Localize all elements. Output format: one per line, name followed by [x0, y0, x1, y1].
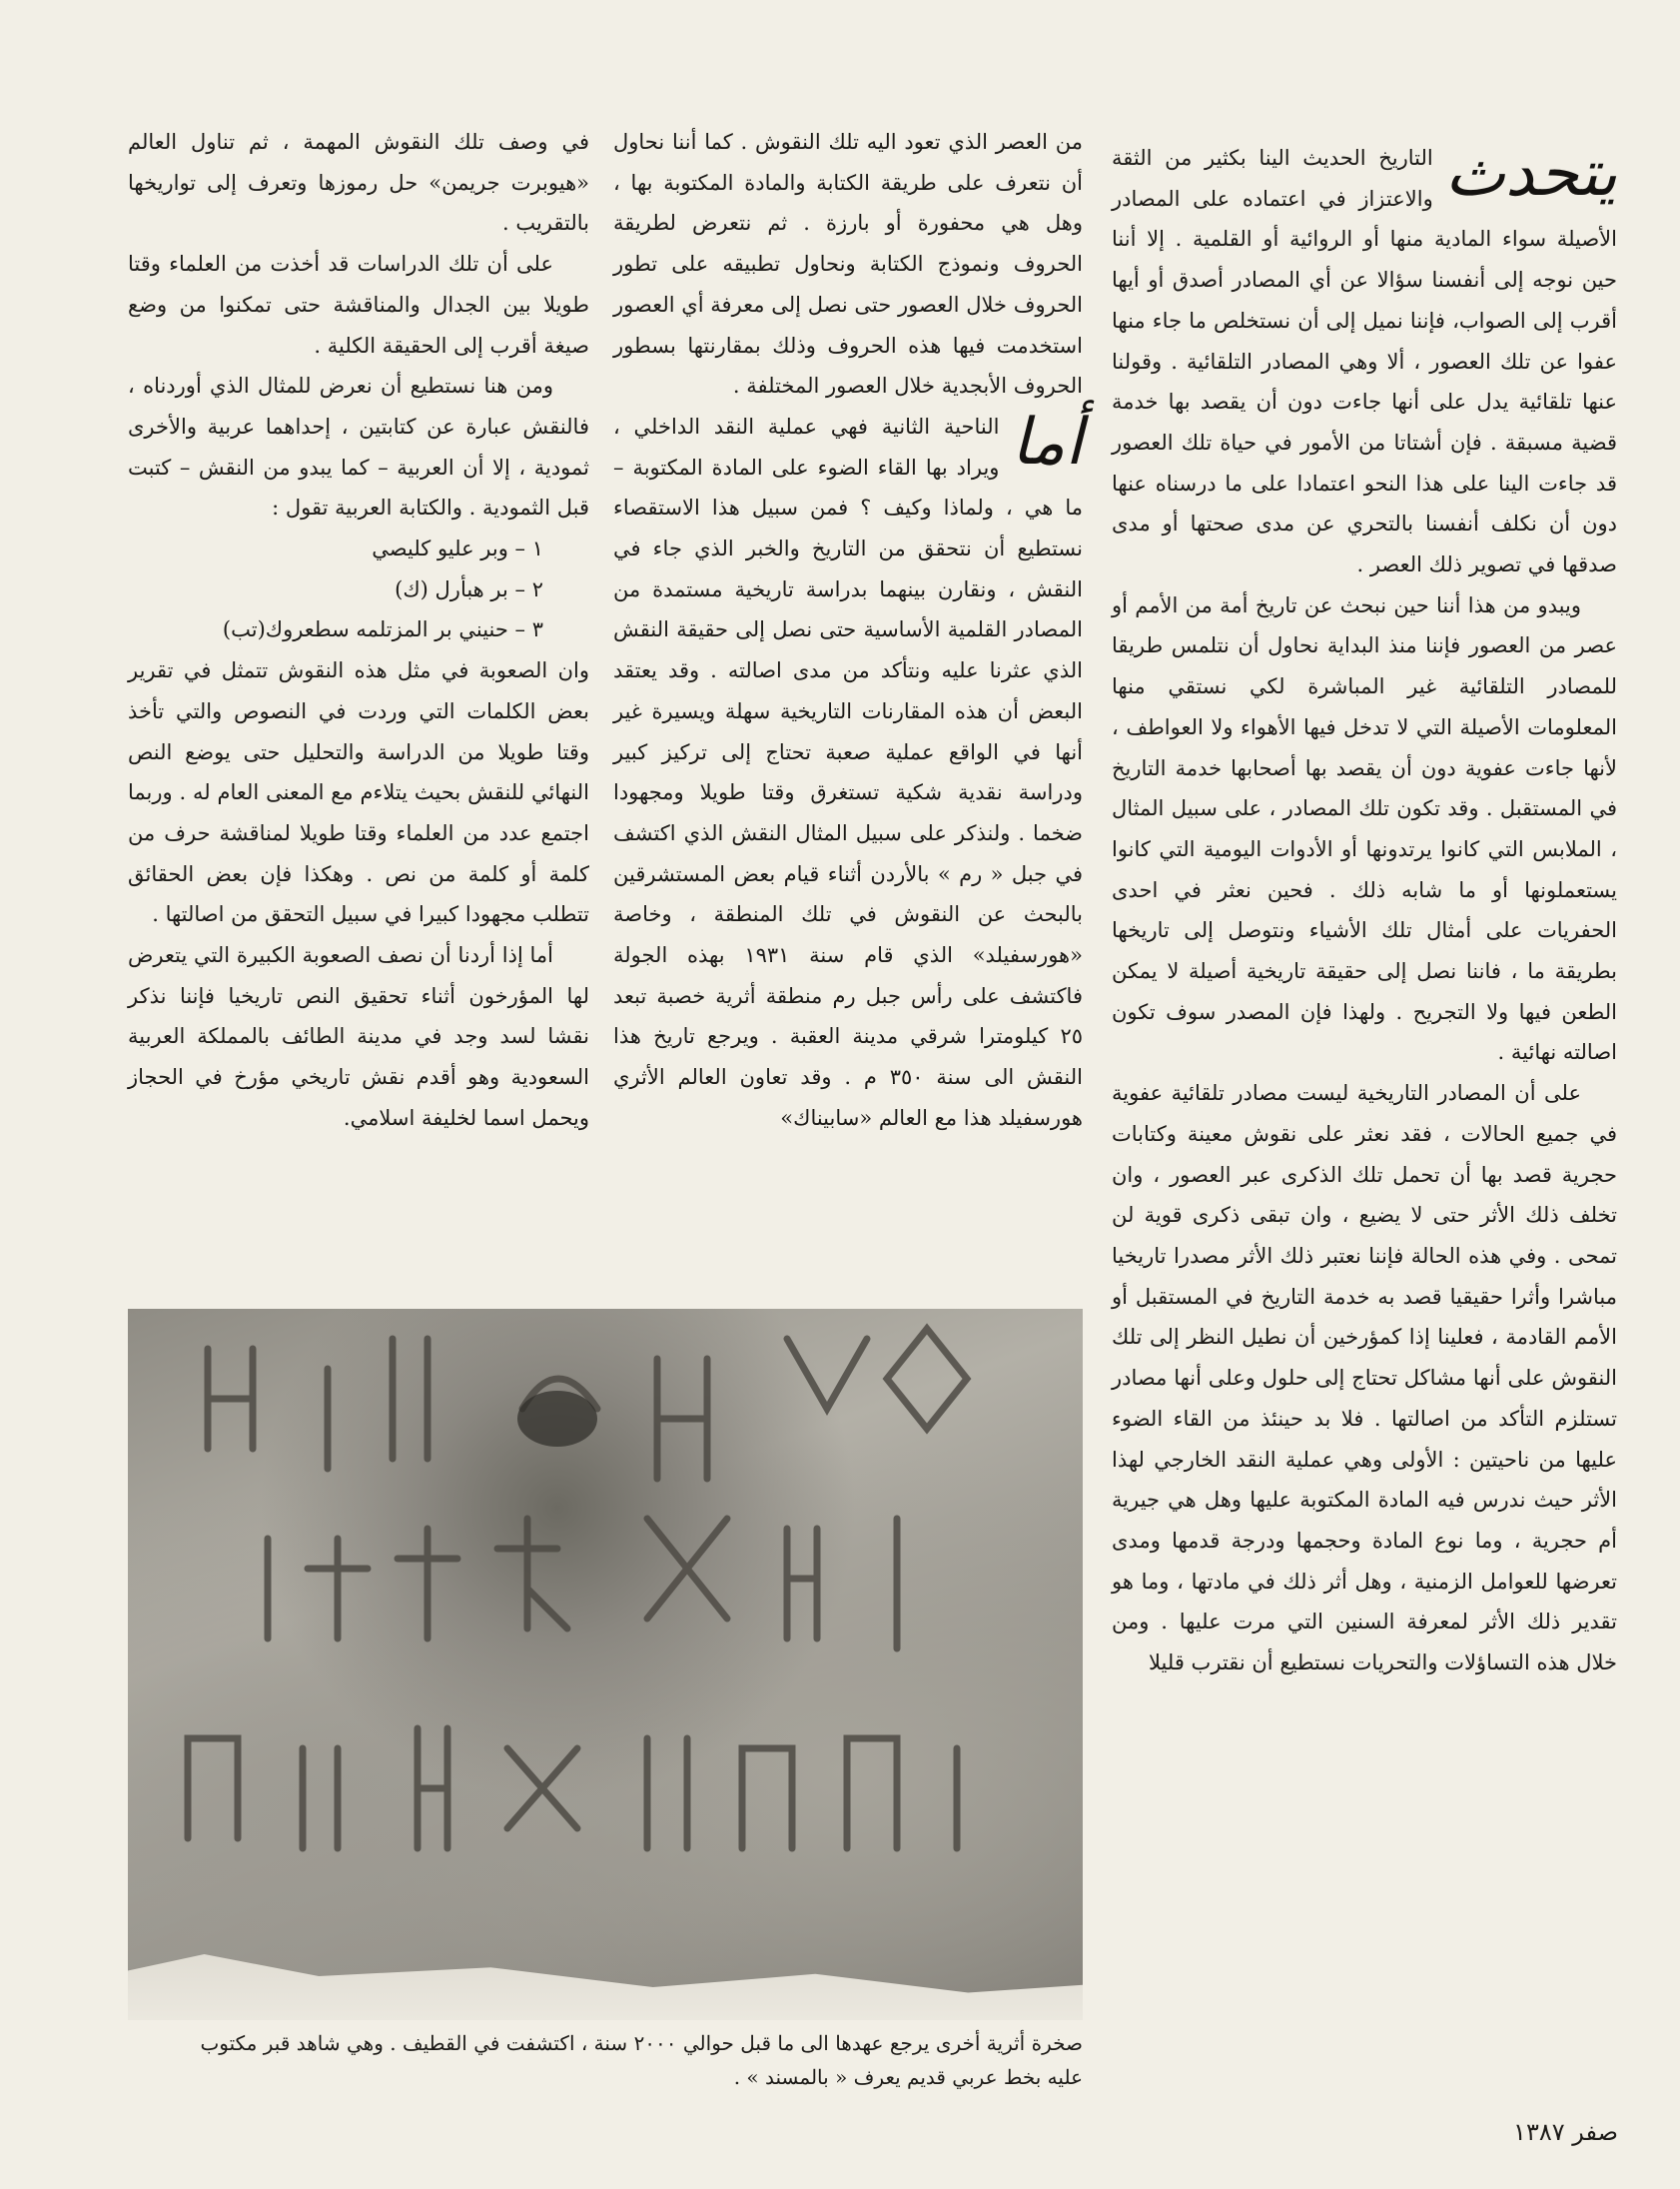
inscription-line: ٢ – بر هبأرل (ك): [395, 576, 543, 601]
paragraph: أما إذا أردنا أن نصف الصعوبة الكبيرة التي يتعرض لها المؤرخون أثناء تحقيق النص تاريخيا فإننا نذكر نقشا لسد وجد في مدينة الطائف بالمملكة العربية السعودية وهو أقدم نقش تاريخي مؤرخ في الحجاز ويحمل اسما لخليفة اسلامي.: [128, 943, 589, 1130]
paragraph: على أن المصادر التاريخية ليست مصادر تلقائية عفوية في جميع الحالات ، فقد نعثر على نقوش معينة وكتابات حجرية قصد بها أن تحمل تلك الذكرى عبر العصور ، وان تخلف ذلك الأثر حتى لا يضيع ، وان تبقى ذكرى قوية لن تمحى . وفي هذه الحالة فإننا نعتبر ذلك الأثر مصدرا تاريخيا مباشرا وأثرا حقيقيا قصد به خدمة التاريخ في المستقبل أو الأمم القادمة ، فعلينا إذا كمؤرخين أن نطيل النظر إلى تلك النقوش على أنها مشاكل تحتاج إلى حلول وعلى أنها مصادر تستلزم التأكد من اصالتها . فلا بد حينئذ من القاء الضوء عليها من ناحيتين : الأولى وهي عملية النقد الخارجي لهذا الأثر حيث ندرس فيه المادة المكتوبة عليها وهل هي جيرية أم حجرية ، وما نوع المادة وحجمها ودرجة قدمها ومدى تعرضها للعوامل الزمنية ، وهل أثر ذلك في مادتها ، وما هو تقدير ذلك الأثر لمعرفة السنين التي مرت عليها . ومن خلال هذه التساؤلات والتحريات نستطيع أن نقترب قليلا: [1112, 1081, 1617, 1675]
paragraph: [1112, 138, 1617, 585]
photo-caption: [128, 2026, 1083, 2094]
paragraph-text: التاريخ الحديث الينا بكثير من الثقة والاعتزاز في اعتماده على المصادر الأصيلة سواء المادية منها أو الروائية أو القلمية . إلا أننا حين نوجه إلى أنفسنا سؤالا عن أي المصادر أصدق أو أيها أقرب إلى الصواب، فإننا نميل إلى أن نستخلص ما جاء منها عفوا عن تلك العصور ، ألا وهي المصادر التلقائية . وقولنا عنها تلقائية يدل على أنها جاءت دون أن يقصد بها خدمة قضية مسبقة . فإن أشتاتا من الأمور في حياة تلك العصور قد جاءت الينا على هذا النحو اعتمادا على ما درسناه عنها دون أن نكلف أنفسنا بالتحري عن مدى صحتها أو مدى صدقها في تصوير ذلك العصر .: [1112, 146, 1617, 577]
issue-footer: صفر ١٣٨٧: [1513, 2118, 1618, 2146]
paragraph: وان الصعوبة في مثل هذه النقوش تتمثل في تقرير بعض الكلمات التي وردت في النصوص والتي تأخذ وقتا طويلا من الدراسة والتحليل حتى يوضع النص النهائي للنقش بحيث يتلاءم مع المعنى العام له . وربما اجتمع عدد من العلماء وقتا طويلا لمناقشة حرف من كلمة أو كلمة من نص . وهكذا فإن بعض الحقائق تتطلب مجهودا كبيرا في سبيل التحقق من اصالتها .: [128, 658, 589, 927]
paragraph: على أن تلك الدراسات قد أخذت من العلماء وقتا طويلا بين الجدال والمناقشة حتى تمكنوا من وضع صيغة أقرب إلى الحقيقة الكلية .: [128, 252, 589, 358]
inscription-line: ١ – وبر عليو كليصي: [372, 537, 543, 561]
paragraph: ويبدو من هذا أننا حين نبحث عن تاريخ أمة من الأمم أو عصر من العصور فإننا منذ البداية نحاول أن نتلمس طريقا للمصادر التلقائية غير المباشرة لكي نستقي منها المعلومات الأصيلة التي لا تدخل فيها الأهواء ولا العواطف ، لأنها جاءت عفوية دون أن يقصد بها أصحابها خدمة التاريخ في المستقبل . وقد تكون تلك المصادر ، على سبيل المثال ، الملابس التي كانوا يرتدونها أو الأدوات اليومية التي كانوا يستعملونها أو ما شابه ذلك . فحين نعثر في احدى الحفريات على أمثال تلك الأشياء ونتوصل إلى تاريخها بطريقة ما ، فاننا نصل إلى حقيقة تاريخية أصيلة لا يمكن الطعن فيها ولا التجريح . ولهذا فإن المصدر سوف تكون اصالته نهائية .: [1112, 592, 1617, 1065]
caption-line: عليه بخط عربي قديم يعرف « بالمسند » .: [733, 2065, 1083, 2089]
caption-line: صخرة أثرية أخرى يرجع عهدها الى ما قبل حوالي ٢٠٠٠ سنة ، اكتشفت في القطيف . وهي شاهد قبر مكتوب: [200, 2031, 1083, 2055]
article-column-left: [128, 122, 589, 1266]
inscribed-stone-photo: [128, 1309, 1083, 2020]
paragraph: ومن هنا نستطيع أن نعرض للمثال الذي أوردناه ، فالنقش عبارة عن كتابتين ، إحداهما عربية والأخرى ثمودية ، إلا أن العربية – كما يبدو من النقش – كتبت قبل الثمودية . والكتابة العربية تقول :: [128, 374, 590, 521]
paragraph: من العصر الذي تعود اليه تلك النقوش . كما أننا نحاول أن نتعرف على طريقة الكتابة والمادة المكتوبة بها ، وهل هي محفورة أو بارزة . ثم نتعرض لطريقة الحروف ونموذج الكتابة ونحاول تطبيقه على تطور الحروف خلال العصور حتى نصل إلى معرفة أي العصور استخدمت فيها هذه الحروف وذلك بمقارنتها بسطور الحروف الأبجدية خلال العصور المختلفة .: [613, 130, 1083, 399]
drop-cap-word: يتحدث: [1444, 137, 1617, 211]
inscription-line: ٣ – حنيني بر المزتلمه سطعروك(تب): [222, 617, 543, 642]
paragraph-text: الناحية الثانية فهي عملية النقد الداخلي ، ويراد بها القاء الضوء على المادة المكتوبة – ما هي ، ولماذا وكيف ؟ فمن سبيل هذا الاستقصاء نستطيع أن نتحقق من التاريخ والخبر الذي جاء في النقش ، ونقارن بينهما بدراسة تاريخية مستمدة من المصادر القلمية الأساسية حتى نصل إلى حقيقة النقش الذي عثرنا عليه ونتأكد من مدى اصالته . وقد يعتقد البعض أن هذه المقارنات التاريخية سهلة ويسيرة غير أنها في الواقع عملية صعبة تحتاج إلى تركيز كبير ودراسة نقدية شكية تستغرق وقتا طويلا ومجهودا ضخما . ولنذكر على سبيل المثال النقش الذي اكتشف في جبل « رم » بالأردن أثناء قيام بعض المستشرقين بالبحث عن النقوش في تلك المنطقة ، وخاصة «هورسفيلد» الذي قام سنة ١٩٣١ بهذه الجولة فاكتشف على رأس جبل رم منطقة أثرية خصبة تبعد ٢٥ كيلومترا شرقي مدينة العقبة . ويرجع تاريخ هذا النقش الى سنة ٣٥٠ م . وقد تعاون العالم الأثري هورسفيلد هذا مع العالم «سابيناك»: [613, 414, 1083, 1130]
paragraph: في وصف تلك النقوش المهمة ، ثم تناول العالم «هيوبرت جريمن» حل رموزها وتعرف إلى تواريخها بالتقريب .: [128, 130, 589, 236]
article-column-right: [1112, 138, 1617, 2021]
carved-glyphs-illustration: [128, 1309, 1083, 2020]
article-column-middle: [613, 122, 1083, 1266]
paragraph: [613, 407, 1083, 1139]
drop-cap-word: أما: [1011, 405, 1083, 480]
